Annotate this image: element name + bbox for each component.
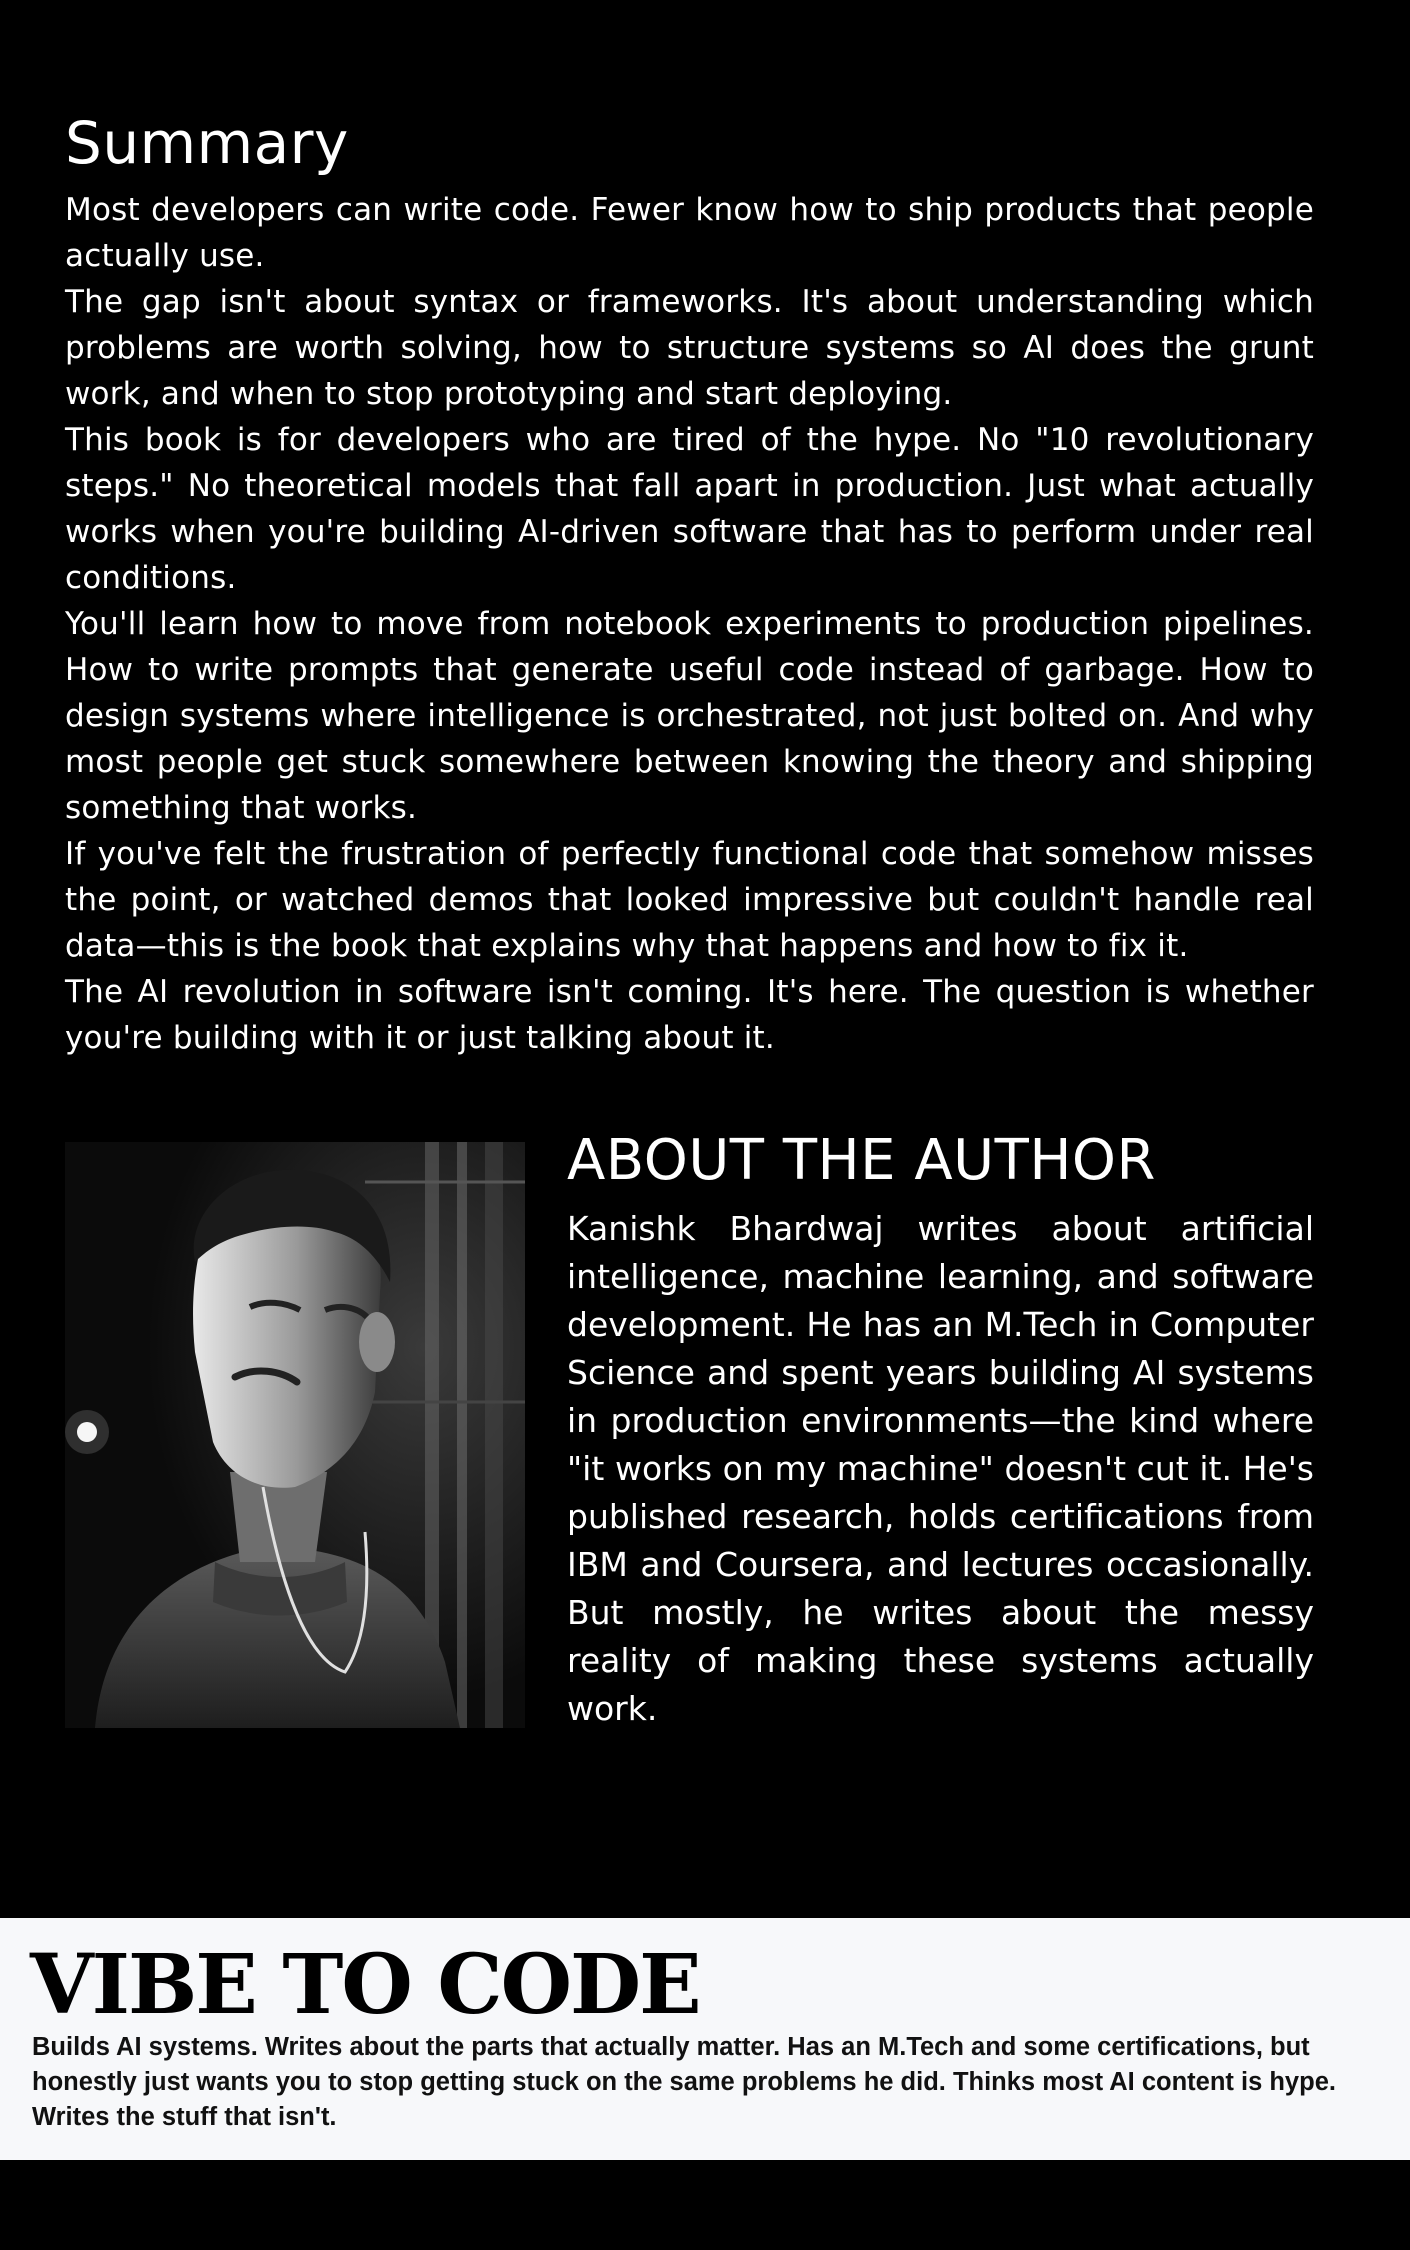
summary-body [65, 187, 1314, 1061]
footer-band [0, 1918, 1410, 2160]
brand-tagline: Builds AI systems. Writes about the parts that actually matter. Has an M.Tech and some certifications, but honestly just wants you to stop getting stuck on the same problems he did. Thinks most AI content is hype. Writes the stuff that isn't. [32, 2033, 1336, 2131]
summary-title: Summary [65, 109, 349, 177]
summary-paragraph: If you've felt the frustration of perfectly functional code that somehow misses the point, or watched demos that looked impressive but couldn't handle real data—this is the book that explains why that happens and how to fix it. [65, 836, 1314, 964]
summary-paragraph: The AI revolution in software isn't coming. It's here. The question is whether you're building with it or just talking about it. [65, 974, 1314, 1056]
about-author-title: ABOUT THE AUTHOR [567, 1128, 1156, 1193]
author-photo [65, 1142, 525, 1728]
summary-paragraph: You'll learn how to move from notebook experiments to production pipelines. How to write prompts that generate useful code instead of garbage. How to design systems where intelligence is orchestrated, not just bolted on. And why most people get stuck somewhere between knowing the theory and shipping something that works. [65, 606, 1314, 826]
summary-paragraph: Most developers can write code. Fewer know how to ship products that people actually use. [65, 192, 1314, 274]
summary-paragraph: This book is for developers who are tired of the hype. No "10 revolutionary steps." No theoretical models that fall apart in production. Just what actually works when you're building AI-driven software that has to perform under real conditions. [65, 422, 1314, 596]
author-portrait-illustration [65, 1142, 525, 1728]
summary-paragraph: The gap isn't about syntax or frameworks. It's about understanding which problems are worth solving, how to structure systems so AI does the grunt work, and when to stop prototyping and start deploying. [65, 284, 1314, 412]
summary-section [65, 105, 1314, 1061]
about-author-section [567, 1125, 1314, 1733]
brand-title: VIBE TO CODE [30, 1937, 700, 2033]
author-bio: Kanishk Bhardwaj writes about artificial intelligence, machine learning, and software development. He has an M.Tech in Computer Science and spent years building AI systems in production environments—the kind where "it works on my machine" doesn't cut it. He's published research, holds certifications from IBM and Coursera, and lectures occasionally. But mostly, he writes about the messy reality of making these systems actually work. [567, 1209, 1314, 1728]
